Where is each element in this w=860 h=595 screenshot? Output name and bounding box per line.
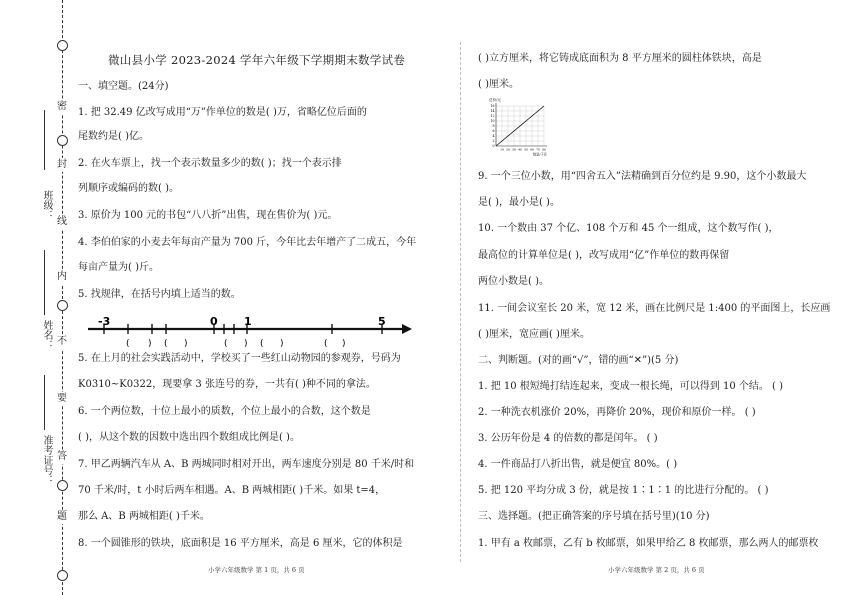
price-quantity-graph xyxy=(486,96,552,158)
punch-hole xyxy=(57,570,68,581)
seal-dashed-line xyxy=(62,0,63,595)
question-line: ( )，从这个数的因数中选出四个数组成比例是( )。 xyxy=(78,432,300,443)
blank-open: ( xyxy=(164,339,168,349)
seal-char: 不 xyxy=(57,336,67,347)
section-heading: 三、选择题。(把正确答案的序号填在括号里)(10 分) xyxy=(478,511,710,522)
question-line: 每亩产量为( )斤。 xyxy=(78,262,159,273)
blank-close: ) xyxy=(244,339,248,349)
blank-open: ( xyxy=(260,339,264,349)
class-field-line xyxy=(44,110,45,170)
x-tick: 20 xyxy=(506,147,510,152)
blank-close: ) xyxy=(280,339,284,349)
y-tick: 8 xyxy=(492,124,495,128)
blank-open: ( xyxy=(224,339,228,349)
binding-margin xyxy=(0,0,70,595)
section-heading: 二、判断题。(对的画“√”，错的画“✕”)(5 分) xyxy=(478,355,679,366)
y-tick: 14 xyxy=(490,109,495,113)
punch-hole xyxy=(57,135,68,146)
question-line: 70 千米/时，t 小时后两车相遇。A、B 两城相距( )千米。如果 t=4， xyxy=(78,485,386,496)
question-line: 10. 一个数由 37 个亿、108 个万和 45 个一组成，这个数写作( )， xyxy=(478,223,779,234)
punch-hole xyxy=(57,40,68,51)
y-tick: 6 xyxy=(492,129,495,133)
x-tick: 50 xyxy=(524,147,528,152)
tick-label: 1 xyxy=(244,315,252,328)
question-line: ( )立方厘米，将它铸成底面积为 8 平方厘米的圆柱体铁块，高是 xyxy=(478,53,762,64)
question-line: 1. 把 32.49 亿改写成用“万”作单位的数是( )万，省略亿位后面的 xyxy=(78,107,367,118)
seal-char: 要 xyxy=(57,393,67,404)
y-tick: 4 xyxy=(492,134,495,138)
page-footer: 小学六年级数学 第 1 页，共 6 页 xyxy=(208,566,305,574)
question-line: 4. 李伯伯家的小麦去年每亩产量为 700 斤，今年比去年增产了二成五，今年 xyxy=(78,237,417,248)
question-line: 5. 找规律，在括号内填上适当的数。 xyxy=(78,289,241,300)
question-line: 5. 把 120 平均分成 3 份，就是按 1∶1∶1 的比进行分配的。 ( ) xyxy=(478,485,769,496)
y-tick: 2 xyxy=(492,139,495,143)
x-tick: 60 xyxy=(530,147,534,152)
question-line: 是( )，最小是( )。 xyxy=(478,197,560,208)
punch-hole xyxy=(57,480,68,491)
question-line: 6. 一个两位数，十位上最小的质数，个位上最小的合数，这个数是 xyxy=(78,406,371,417)
question-line: 最高位的计算单位是( )，改写成用“亿”作单位的数再保留 xyxy=(478,250,730,261)
question-line: 4. 一件商品打八折出售，就是便宜 80%。( ) xyxy=(478,459,678,470)
blank-open: ( xyxy=(126,339,130,349)
class-field-label: 班级： xyxy=(41,190,52,220)
blank-close: ) xyxy=(342,339,346,349)
graph-ylabel: 总价/元 xyxy=(489,98,501,102)
question-line: 7. 甲乙两辆汽车从 A、B 两城同时相对开出，两车速度分别是 80 千米/时和 xyxy=(78,459,415,470)
tick-label: 5 xyxy=(378,315,386,328)
punch-hole xyxy=(57,300,68,311)
question-line: 列顺序或编码的数( )。 xyxy=(78,183,179,194)
x-tick: 30 xyxy=(512,147,516,152)
question-line: 11. 一间会议室长 20 米，宽 12 米，画在比例尺是 1:400 的平面图上，长应画 xyxy=(478,303,831,314)
number-line xyxy=(84,315,414,349)
question-line: 5. 在上月的社会实践活动中，学校买了一些红山动物园的参观券，号码为 xyxy=(78,353,401,364)
name-field-line xyxy=(44,250,45,315)
question-line: 3. 原价为 100 元的书包“八八折”出售，现在售价为( )元。 xyxy=(78,210,338,221)
tick-label: 0 xyxy=(210,315,218,328)
seal-char: 线 xyxy=(57,216,67,227)
blank-open: ( xyxy=(324,339,328,349)
name-field-label: 姓名： xyxy=(41,320,52,350)
y-tick: 10 xyxy=(490,119,495,123)
question-line: K0310~K0322，现要拿 3 张连号的券，一共有( )种不同的拿法。 xyxy=(78,379,376,390)
x-tick: 10 xyxy=(500,147,504,152)
question-line: 9. 一个三位小数，用“四舍五入”法精确到百分位约是 9.90，这个小数最大 xyxy=(478,171,807,182)
y-tick: 16 xyxy=(490,104,495,108)
question-line: 8. 一个圆锥形的铁块，底面积是 16 平方厘米，高是 6 厘米，它的体积是 xyxy=(78,538,403,549)
question-line: ( )厘米，宽应画( )厘米。 xyxy=(478,329,590,340)
question-line: 两位小数是( )。 xyxy=(478,276,549,287)
exam-id-field-label: 准考证号： xyxy=(41,435,52,485)
question-line: 3. 公历年份是 4 的倍数的都是闰年。 ( ) xyxy=(478,433,658,444)
seal-char: 内 xyxy=(57,271,67,282)
exam-id-field-line xyxy=(44,375,45,430)
question-line: 那么 A、B 两城相距( )千米。 xyxy=(78,511,210,522)
x-tick: 70 xyxy=(536,147,540,152)
question-line: 2. 一种洗衣机涨价 20%，再降价 20%，现价和原价一样。 ( ) xyxy=(478,407,756,418)
blank-close: ) xyxy=(148,339,152,349)
question-line: 1. 把 10 根短绳打结连起来，变成一根长绳，可以得到 10 个结。 ( ) xyxy=(478,381,784,392)
question-line: 1. 甲有 a 枚邮票，乙有 b 枚邮票，如果甲给乙 8 枚邮票，那么两人的邮票枚 xyxy=(478,538,819,549)
page-footer: 小学六年级数学 第 2 页，共 6 页 xyxy=(608,566,705,574)
x-tick: 80 xyxy=(542,147,546,152)
tick-label: -3 xyxy=(98,315,111,328)
section-heading: 一、填空题。(24分) xyxy=(78,81,169,92)
seal-char: 密 xyxy=(57,101,67,112)
question-line: 2. 在火车票上，找一个表示数量多少的数( )；找一个表示排 xyxy=(78,158,342,169)
y-tick: 0 xyxy=(492,144,495,148)
question-line: ( )厘米。 xyxy=(478,79,519,90)
exam-title: 微山县小学 2023-2024 学年六年级下学期期末数学试卷 xyxy=(108,53,406,67)
seal-char: 题 xyxy=(57,511,67,522)
seal-char: 封 xyxy=(57,159,67,170)
column-divider xyxy=(460,42,461,562)
blank-close: ) xyxy=(184,339,188,349)
question-line: 尾数约是( )亿。 xyxy=(78,131,149,142)
graph-xlabel: 数量/千克 xyxy=(533,152,547,157)
seal-char: 答 xyxy=(57,451,67,462)
x-tick: 40 xyxy=(518,147,522,152)
y-tick: 12 xyxy=(490,114,495,118)
